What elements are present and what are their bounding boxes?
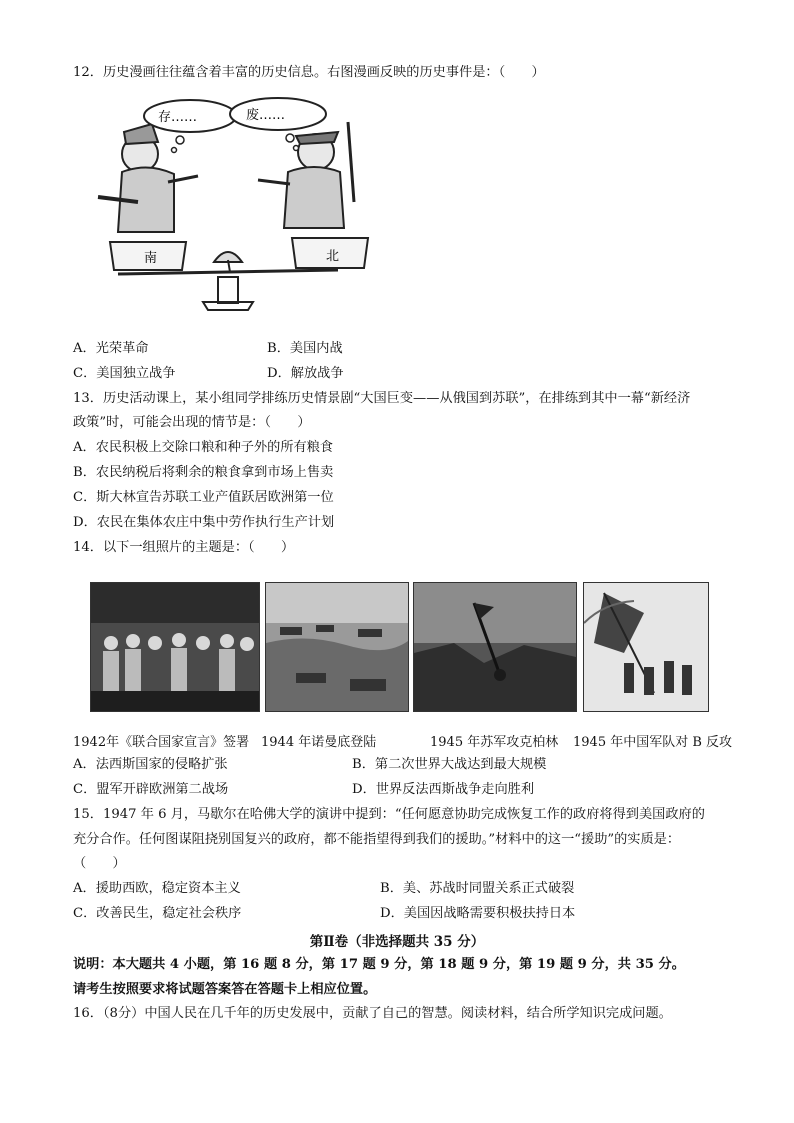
q14-option-a: A．法西斯国家的侵略扩张	[73, 757, 228, 772]
q15-stem-line2: 充分合作。任何图谋阻挠别国复兴的政府，都不能指望得到我们的援助。”材料中的这一“援助”的实质是：	[73, 832, 681, 847]
left-pan-label: 南	[144, 251, 158, 266]
q14-option-d: D．世界反法西斯战争走向胜利	[352, 782, 535, 797]
q12-option-a: A．光荣革命	[73, 341, 149, 356]
q15-option-c: C．改善民生，稳定社会秩序	[73, 906, 242, 921]
q13-stem-line1: 13．历史活动课上，某小组同学排练历史情景剧“大国巨变——从俄国到苏联”，在排练到其中一幕“新经济	[73, 391, 691, 406]
caption-berlin-capture: 1945 年苏军攻克柏林	[430, 735, 559, 750]
q13-stem-line2: 政策”时，可能会出现的情节是：（ ）	[73, 415, 311, 430]
caption-un-declaration: 1942年《联合国家宣言》签署	[73, 735, 250, 750]
caption-normandy-landing: 1944 年诺曼底登陆	[261, 735, 377, 750]
q13-option-b: B．农民纳税后将剩余的粮食拿到市场上售卖	[73, 465, 334, 480]
photo-normandy-landing	[265, 582, 409, 712]
q15-option-b: B．美、苏战时同盟关系正式破裂	[380, 881, 575, 896]
q12-option-c: C．美国独立战争	[73, 366, 176, 381]
photo-china-counteroffensive	[583, 582, 709, 712]
photo-un-declaration	[90, 582, 260, 712]
q14-stem: 14．以下一组照片的主题是：（ ）	[73, 540, 295, 555]
part2-note-line2: 请考生按照要求将试题答案答在答题卡上相应位置。	[73, 982, 377, 997]
caption-china-counteroffensive: 1945 年中国军队对 B 反攻	[573, 735, 733, 750]
q12-option-d: D．解放战争	[267, 366, 344, 381]
q13-option-c: C．斯大林宣告苏联工业产值跃居欧洲第一位	[73, 490, 334, 505]
q12-stem: 12．历史漫画往往蕴含着丰富的历史信息。右图漫画反映的历史事件是：（ ）	[73, 65, 545, 80]
q15-stem-line1: 15．1947 年 6 月，马歇尔在哈佛大学的演讲中提到：“任何愿意协助完成恢复工作的政府将得到美国政府的	[73, 807, 705, 822]
q13-option-a: A．农民积极上交除口粮和种子外的所有粮食	[73, 440, 334, 455]
photo-berlin-capture	[413, 582, 577, 712]
cartoon-north-south-scale	[78, 92, 378, 322]
q15-option-a: A．援助西欧，稳定资本主义	[73, 881, 241, 896]
q14-option-b: B．第二次世界大战达到最大规模	[352, 757, 547, 772]
q14-option-c: C．盟军开辟欧洲第二战场	[73, 782, 229, 797]
right-pan-label: 北	[326, 249, 340, 264]
part2-title: 第Ⅱ卷（非选择题共 35 分）	[309, 934, 485, 950]
part2-note-line1: 说明：本大题共 4 小题，第 16 题 8 分，第 17 题 9 分，第 18 题 9 分，第 19 题 9 分，共 35 分。	[73, 957, 685, 972]
q12-option-b: B．美国内战	[267, 341, 343, 356]
q15-option-d: D．美国因战略需要积极扶持日本	[380, 906, 576, 921]
q15-stem-line3: （ ）	[73, 856, 126, 871]
left-speech-bubble: 存……	[158, 110, 198, 125]
q16-stem: 16．（8分）中国人民在几千年的历史发展中，贡献了自己的智慧。阅读材料，结合所学知识完成问题。	[73, 1006, 672, 1021]
right-speech-bubble: 废……	[246, 108, 286, 123]
q13-option-d: D．农民在集体农庄中集中劳作执行生产计划	[73, 515, 335, 530]
